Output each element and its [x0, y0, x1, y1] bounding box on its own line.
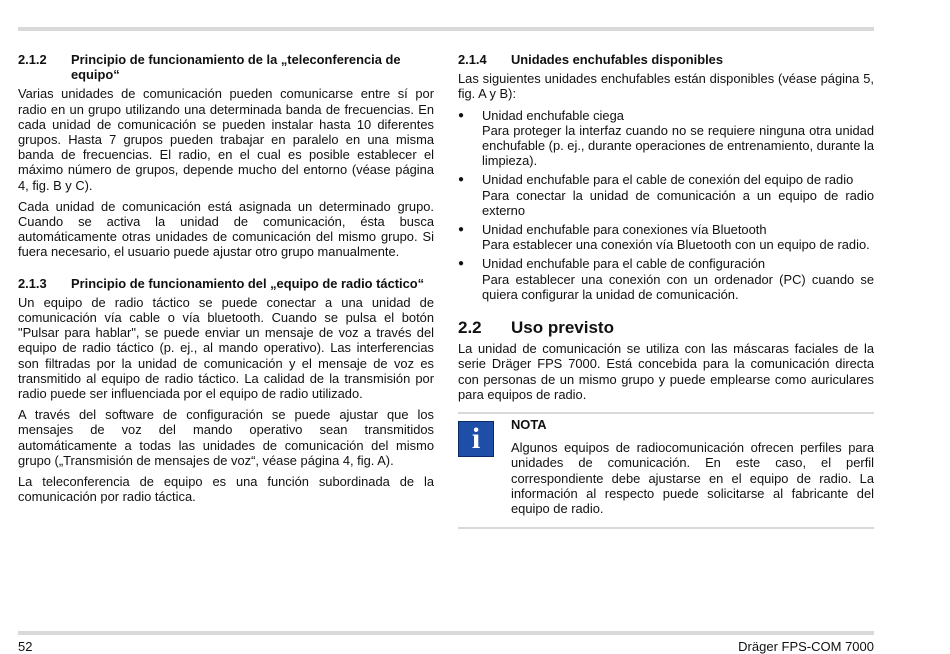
paragraph: Varias unidades de comunicación pueden comunicarse entre sí por radio en un grupo utilizando una determinada banda de frecuencias. En cada unidad de comunicación se pueden instalar hasta 10 diferentes grupos. Hasta 7 grupos pueden trabajar en paralelo en una misma banda de frecuencias. El radio, en el cual es posible establecer el máximo número de grupos, depende mucho del entorno (véase página 4, fig. B y C).	[18, 86, 434, 193]
bullet-icon: ●	[458, 258, 465, 270]
product-name: Dräger FPS-COM 7000	[738, 639, 874, 654]
unit-name: Unidad enchufable ciega	[482, 107, 624, 123]
paragraph: Las siguientes unidades enchufables están disponibles (véase página 5, fig. A y B):	[458, 71, 874, 102]
page-number: 52	[18, 639, 33, 654]
note-text: Algunos equipos de radiocomunicación ofrecen perfiles para unidades de comunicación. En este caso, el perfil correspondiente debe ajustarse en el equipo de radio. La información al respecto puede solicitarse al fabricante del equipo de radio.	[511, 440, 874, 517]
section-number: 2.1.3	[18, 275, 47, 291]
paragraph: A través del software de configuración se puede ajustar que los mensajes de voz del mando operativo sean transmitidos automáticamente a todas las unidades de comunicación del mismo grupo („Transmisión de mensajes de voz“, véase página 4, fig. A).	[18, 407, 434, 468]
section-2-1-2-heading	[18, 52, 434, 82]
bullet-icon: ●	[458, 109, 465, 121]
unit-name: Unidad enchufable para conexiones vía Bluetooth	[482, 222, 767, 238]
section-title: Uso previsto	[511, 318, 614, 338]
unit-name: Unidad enchufable para el cable de configuración	[482, 256, 766, 272]
paragraph: Un equipo de radio táctico se puede conectar a una unidad de comunicación vía cable o vía bluetooth. Cuando se pulsa el botón "Pulsar para hablar", se puede enviar un mensaje de voz a través del equipo de radio táctico (p. ej., al mando operativo). Las interferencias son filtradas por la unidad de comunicación y el mensaje de voz es transmitido al equipo de radio táctico. La calidad de la transmisión por radio puede ser influenciada por el equipo de radio utilizado.	[18, 294, 434, 402]
right-column	[458, 52, 874, 529]
bottom-rule	[18, 631, 874, 635]
note-box	[458, 412, 874, 529]
note-title: NOTA	[511, 417, 547, 433]
list-item	[458, 108, 874, 169]
section-2-1-4-heading	[458, 52, 874, 67]
list-item	[458, 172, 874, 218]
list-item	[458, 222, 874, 252]
section-title: Unidades enchufables disponibles	[511, 52, 724, 67]
section-number: 2.1.2	[18, 52, 47, 67]
section-2-1-3-heading	[18, 276, 434, 291]
left-column	[18, 52, 434, 510]
bullet-icon: ●	[458, 174, 465, 186]
unit-list	[458, 108, 874, 302]
section-number: 2.2	[458, 318, 482, 338]
section-title: Principio de funcionamiento del „equipo de radio táctico“	[71, 275, 425, 291]
section-title: Principio de funcionamiento de la „teleconferencia de equipo“	[71, 52, 401, 83]
paragraph: Cada unidad de comunicación está asignada un determinado grupo. Cuando se activa la unidad de comunicación, ésta busca automáticamente otras unidades de comunicación del mismo grupo. Si fuera necesario, el usuario puede ajustar otro grupo manualmente.	[18, 198, 434, 260]
bullet-icon: ●	[458, 224, 465, 236]
info-icon: i	[458, 421, 494, 457]
section-2-2-heading	[458, 318, 874, 338]
unit-name: Unidad enchufable para el cable de conexión del equipo de radio	[482, 172, 854, 188]
list-item	[458, 256, 874, 302]
unit-description: Para conectar la unidad de comunicación a un equipo de radio externo	[482, 187, 874, 218]
unit-description: Para establecer una conexión con un ordenador (PC) cuando se quiera configurar la unidad de comunicación.	[482, 271, 874, 302]
unit-description: Para establecer una conexión vía Bluetooth con un equipo de radio.	[482, 237, 870, 253]
top-rule	[18, 27, 874, 31]
page-footer	[18, 639, 874, 654]
section-number: 2.1.4	[458, 52, 487, 67]
paragraph: La teleconferencia de equipo es una función subordinada de la comunicación por radio táctica.	[18, 474, 434, 505]
paragraph: La unidad de comunicación se utiliza con las máscaras faciales de la serie Dräger FPS 7000. Está concebida para la comunicación directa con personas de un mismo grupo y puede emplearse como auriculares para equipos de radio.	[458, 341, 874, 402]
unit-description: Para proteger la interfaz cuando no se requiere ninguna otra unidad enchufable (p. ej., durante operaciones de entrenamiento, durante la limpieza).	[482, 122, 875, 169]
